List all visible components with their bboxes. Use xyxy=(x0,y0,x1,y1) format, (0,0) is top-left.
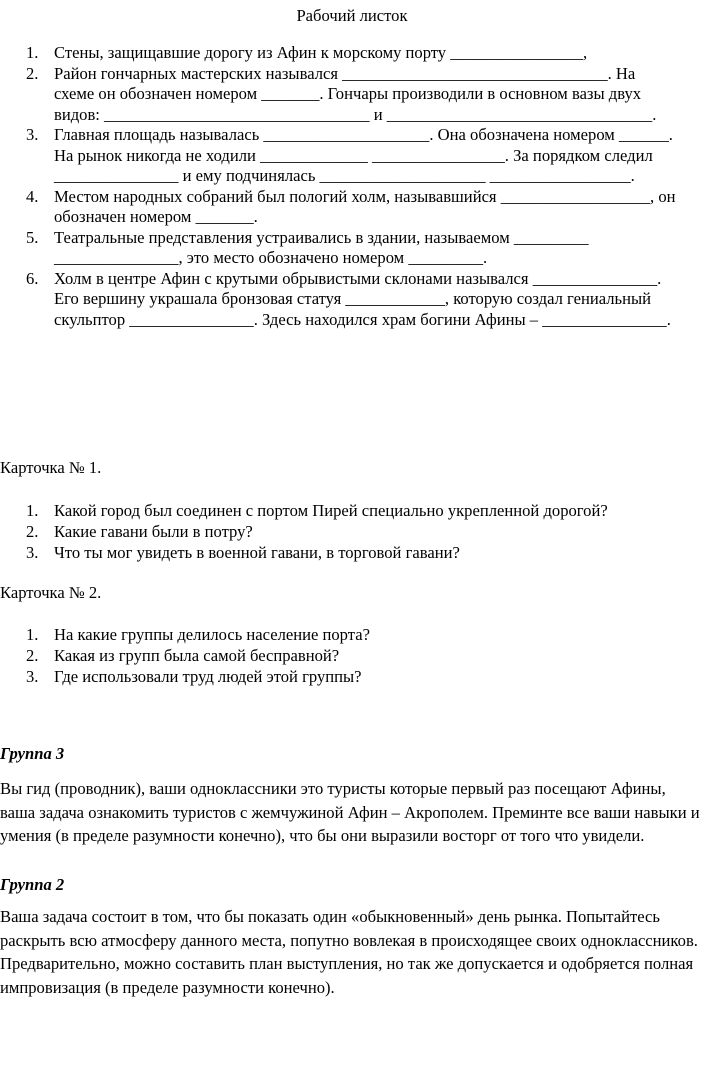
item-number: 4. xyxy=(26,186,39,206)
item-text: На какие группы делилось население порта? xyxy=(54,625,370,644)
item-text: Что ты мог увидеть в военной гавани, в торговой гавани? xyxy=(54,543,460,562)
item-text: Какой город был соединен с портом Пирей специально укрепленной дорогой? xyxy=(54,501,608,520)
item-text: Район гончарных мастерских назывался ________________________________. На схеме он обозначен номером _______. Гончары производили в основном вазы двух видов: ________________________________ и ________________________________. xyxy=(54,63,657,124)
group2-heading: Группа 2 xyxy=(0,875,65,894)
worksheet-item xyxy=(26,269,676,331)
item-number: 3. xyxy=(26,125,39,144)
worksheet-item xyxy=(26,64,676,126)
item-number: 1. xyxy=(26,43,39,62)
worksheet-title: Рабочий листок xyxy=(296,6,408,25)
question-item xyxy=(26,542,686,563)
item-text: Холм в центре Афин с крутыми обрывистыми склонами назывался _______________. Его вершину украшала бронзовая статуя ____________, которую создал гениальный скульптор _______________. Здесь находился храм богини Афины – _______________. xyxy=(54,268,671,329)
worksheet-item xyxy=(26,43,676,64)
question-item xyxy=(26,624,686,645)
question-item xyxy=(26,645,686,666)
item-number: 3. xyxy=(26,667,39,686)
card2-questions xyxy=(26,624,686,687)
item-number: 2. xyxy=(26,522,39,541)
item-number: 3. xyxy=(26,543,39,562)
item-text: Местом народных собраний был пологий холм, называвшийся __________________, он обозначен номером _______. xyxy=(54,186,676,226)
group2-text: Ваша задача состоит в том, что бы показать один «обыкновенный» день рынка. Попытайтесь раскрыть всю атмосферу данного места, попутно вовлекая в происходящее своих одноклассников. Предварительно, можно составить план выступления, но так же допускается и одобряется полная импровизация (в пределе разумности конечно). xyxy=(0,907,698,997)
question-item xyxy=(26,500,686,521)
group3-heading: Группа 3 xyxy=(0,744,65,763)
item-number: 6. xyxy=(26,268,39,288)
worksheet-item xyxy=(26,187,676,228)
question-item xyxy=(26,521,686,542)
item-number: 5. xyxy=(26,227,39,247)
question-item xyxy=(26,666,686,687)
group3-text: Вы гид (проводник), ваши одноклассники это туристы которые первый раз посещают Афины, ваша задача ознакомить туристов с жемчужиной Афин – Акрополем. Преминте все ваши навыки и умения (в пределе разумности конечно), что бы они выразили восторг от того что увидели. xyxy=(0,779,700,845)
item-number: 2. xyxy=(26,63,39,83)
item-text: Театральные представления устраивались в здании, называемом _________ _______________, это место обозначено номером _________. xyxy=(54,227,589,267)
item-number: 1. xyxy=(26,501,39,520)
item-text: Главная площадь называлась ____________________. Она обозначена номером ______. На рынок никогда не ходили _____________ ________________. За порядком следил _______________ и ему подчинялась ____________________ _________________. xyxy=(54,125,673,185)
worksheet-item xyxy=(26,125,676,187)
item-text: Какая из групп была самой бесправной? xyxy=(54,646,340,665)
worksheet-list xyxy=(26,43,676,330)
item-number: 2. xyxy=(26,646,39,665)
card1-heading: Карточка № 1. xyxy=(0,458,102,477)
item-text: Стены, защищавшие дорогу из Афин к морскому порту ________________, xyxy=(54,43,588,62)
worksheet-item xyxy=(26,228,676,269)
item-text: Какие гавани были в потру? xyxy=(54,522,253,541)
item-text: Где использовали труд людей этой группы? xyxy=(54,667,362,686)
card2-heading: Карточка № 2. xyxy=(0,583,102,602)
item-number: 1. xyxy=(26,625,39,644)
card1-questions xyxy=(26,500,686,563)
